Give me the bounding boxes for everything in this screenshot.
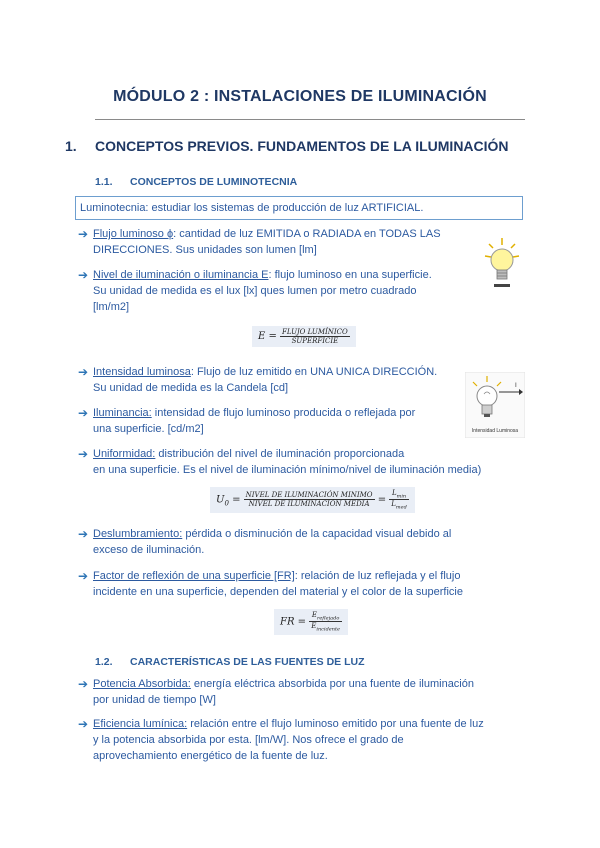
item-text: distribución del nivel de iluminación proporcionada	[155, 448, 405, 460]
subsection-title: CARACTERÍSTICAS DE LAS FUENTES DE LUZ	[130, 656, 365, 668]
term: Eficiencia lumínica:	[93, 718, 188, 730]
list-item-nivel	[78, 267, 478, 315]
term: Deslumbramiento:	[93, 528, 183, 540]
subsection-number: 1.2.	[95, 656, 113, 668]
item-text: [lm/m2]	[93, 301, 130, 313]
term: Intensidad luminosa	[93, 366, 191, 378]
subscript: min	[396, 493, 407, 500]
list-item-deslumbramiento	[78, 526, 530, 558]
item-text: exceso de iluminación.	[93, 544, 205, 556]
item-text: aprovechamiento energético de la fuente de luz.	[93, 750, 328, 762]
formula-fr	[274, 609, 348, 635]
arrow-icon: ➔	[78, 406, 89, 420]
item-text: y la potencia absorbida por esta. [lm/W]. Nos ofrece el grado de	[93, 734, 404, 746]
formula-u	[210, 487, 415, 513]
numerator: FLUJO LUMÍNICO	[282, 328, 348, 336]
term: Flujo luminoso ϕ	[93, 228, 174, 240]
denominator: L	[391, 500, 396, 509]
list-item-iluminancia	[78, 405, 468, 437]
arrow-icon: ➔	[78, 677, 89, 691]
fraction	[280, 328, 350, 345]
term: Potencia Absorbida:	[93, 678, 191, 690]
item-text: Su unidad de medida es el lux [lx] ques lumen por metro cuadrado	[93, 285, 417, 297]
subsection-title: CONCEPTOS DE LUMINOTECNIA	[130, 176, 298, 188]
item-text: : Flujo de luz emitido en UNA UNICA DIRECCIÓN.	[190, 366, 438, 378]
arrow-icon: ➔	[78, 527, 89, 541]
formula-lhs: FR =	[280, 616, 307, 628]
arrow-icon: ➔	[78, 447, 89, 461]
list-item-potencia	[78, 676, 530, 708]
definition-text: Luminotecnia: estudiar los sistemas de producción de luz ARTIFICIAL.	[80, 202, 424, 214]
item-text: pérdida o disminución de la capacidad visual debido al	[182, 528, 452, 540]
section-title: CONCEPTOS PREVIOS. FUNDAMENTOS DE LA ILUMINACIÓN	[95, 138, 509, 154]
list-item-flujo	[78, 226, 478, 258]
item-text: por unidad de tiempo [W]	[93, 694, 216, 706]
formula-lhs: E =	[258, 331, 277, 342]
subscript: med	[395, 504, 407, 511]
subsection-number: 1.1.	[95, 176, 113, 188]
numerator: NIVEL DE ILUMINACIÓN MINIMO	[245, 491, 373, 500]
item-text: intensidad de flujo luminoso producida o reflejada por	[151, 407, 416, 419]
arrow-icon: ➔	[78, 268, 89, 282]
term: Uniformidad:	[93, 448, 156, 460]
image-caption: Intensidad Luminosa	[471, 428, 519, 434]
equals: =	[374, 494, 390, 506]
subscript: reflejado	[316, 615, 340, 622]
intensity-diagram-image	[465, 372, 525, 442]
item-text: energía eléctrica absorbida por una fuente de iluminación	[190, 678, 474, 690]
subscript: 0	[224, 499, 229, 508]
section-number: 1.	[65, 138, 77, 154]
arrow-icon: ➔	[78, 717, 89, 731]
item-text: : relación de luz reflejada y el flujo	[294, 570, 461, 582]
arrow-icon: ➔	[78, 569, 89, 583]
denominator: E	[311, 622, 317, 631]
fraction-l	[389, 489, 409, 511]
item-text: una superficie. [cd/m2]	[93, 423, 204, 435]
item-text: DIRECCIONES. Sus unidades son lumen [lm]	[93, 244, 317, 256]
arrow-icon: ➔	[78, 227, 89, 241]
item-text: : flujo luminoso en una superficie.	[268, 269, 432, 281]
numerator: E	[311, 611, 317, 619]
svg-text:I: I	[515, 382, 517, 389]
equals: =	[228, 494, 244, 506]
list-item-uniformidad	[78, 446, 530, 478]
item-text: en una superficie. Es el nivel de iluminación mínimo/nivel de iluminación media)	[93, 464, 482, 476]
fraction	[309, 611, 342, 633]
list-item-reflexion	[78, 568, 530, 600]
denominator: SUPERFICIE	[291, 337, 339, 345]
formula-e	[252, 326, 356, 347]
formula-lhs: U	[216, 494, 225, 506]
fraction	[244, 491, 375, 508]
lightbulb-image	[481, 236, 523, 296]
subscript: incidente	[316, 626, 340, 633]
denominator: NIVEL DE ILUMINACIÓN MEDIA	[248, 500, 370, 509]
term: Iluminancia:	[93, 407, 152, 419]
title-divider	[95, 119, 525, 120]
item-text: incidente en una superficie, dependen del material y el color de la superficie	[93, 586, 463, 598]
arrow-icon: ➔	[78, 365, 89, 379]
item-text: : cantidad de luz EMITIDA o RADIADA en TODAS LAS	[173, 228, 441, 240]
item-text: Su unidad de medida es la Candela [cd]	[93, 382, 289, 394]
term: Factor de reflexión de una superficie [FR]	[93, 570, 295, 582]
term: Nivel de iluminación o iluminancia E	[93, 269, 269, 281]
list-item-intensidad	[78, 364, 478, 396]
lightbulb-icon	[481, 236, 523, 296]
list-item-eficiencia	[78, 716, 530, 764]
item-text: relación entre el flujo luminoso emitido por una fuente de luz	[187, 718, 484, 730]
numerator: L	[391, 489, 397, 497]
page-title: MÓDULO 2 : INSTALACIONES DE ILUMINACIÓN	[113, 88, 487, 105]
